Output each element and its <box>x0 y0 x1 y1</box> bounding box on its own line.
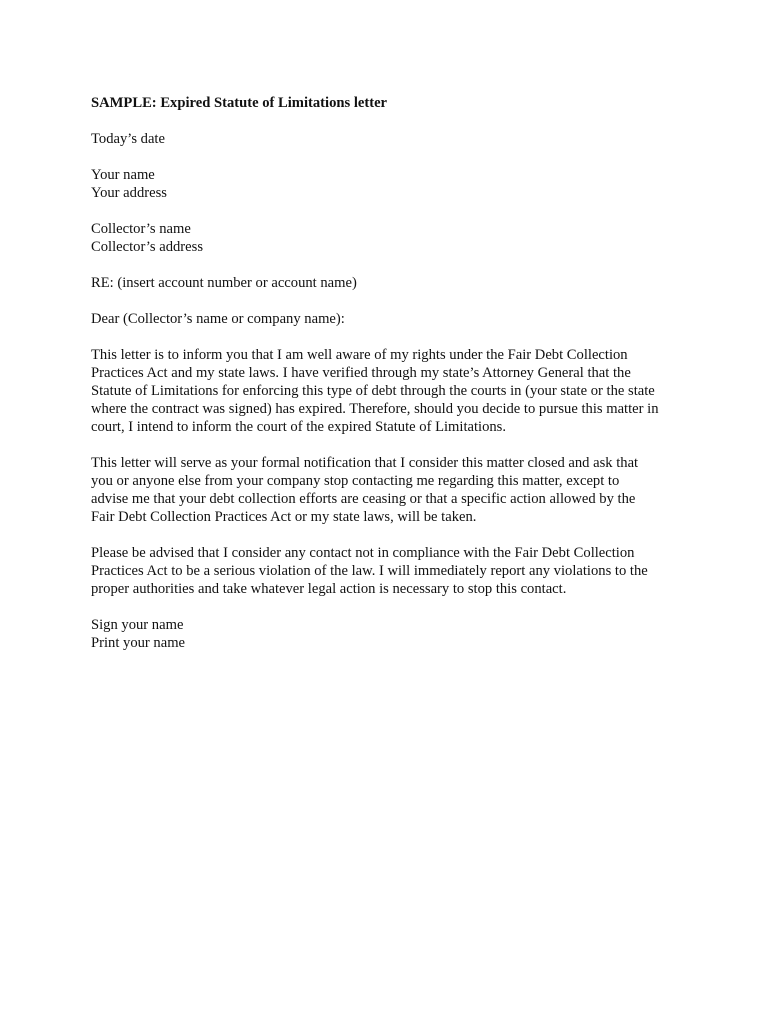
re-line: RE: (insert account number or account name) <box>91 275 357 291</box>
recipient-address: Collector’s address <box>91 239 203 255</box>
paragraph-line: Practices Act to be a serious violation of the law. I will immediately report any violations to the <box>91 563 648 579</box>
document-title: SAMPLE: Expired Statute of Limitations letter <box>91 95 388 111</box>
date-block <box>91 130 691 148</box>
print-name-line: Print your name <box>91 635 186 651</box>
paragraph-line: Fair Debt Collection Practices Act or my state laws, will be taken. <box>91 509 477 525</box>
paragraph-line: court, I intend to inform the court of the expired Statute of Limitations. <box>91 419 507 435</box>
sender-name: Your name <box>91 167 155 183</box>
closing-block <box>91 616 691 652</box>
salutation: Dear (Collector’s name or company name): <box>91 311 345 327</box>
sender-block <box>91 166 691 202</box>
paragraph-line: proper authorities and take whatever legal action is necessary to stop this contact. <box>91 581 567 597</box>
paragraph-line: advise me that your debt collection efforts are ceasing or that a specific action allowed by the <box>91 491 636 507</box>
sign-name-line: Sign your name <box>91 617 184 633</box>
paragraph-line: This letter will serve as your formal notification that I consider this matter closed and ask that <box>91 455 639 471</box>
sender-address: Your address <box>91 185 167 201</box>
paragraph-line: This letter is to inform you that I am well aware of my rights under the Fair Debt Collection <box>91 347 628 363</box>
paragraph-line: where the contract was signed) has expired. Therefore, should you decide to pursue this matter in <box>91 401 659 417</box>
paragraph-line: Statute of Limitations for enforcing this type of debt through the courts in (your state or the state <box>91 383 655 399</box>
date-line: Today’s date <box>91 131 165 147</box>
paragraph-2 <box>91 454 691 526</box>
paragraph-1 <box>91 346 691 436</box>
paragraph-line: you or anyone else from your company stop contacting me regarding this matter, except to <box>91 473 620 489</box>
re-block <box>91 274 691 292</box>
letter-body <box>91 94 691 670</box>
recipient-block <box>91 220 691 256</box>
paragraph-line: Practices Act and my state laws. I have verified through my state’s Attorney General that the <box>91 365 631 381</box>
paragraph-3 <box>91 544 691 598</box>
salutation-block <box>91 310 691 328</box>
recipient-name: Collector’s name <box>91 221 191 237</box>
paragraph-line: Please be advised that I consider any contact not in compliance with the Fair Debt Collection <box>91 545 635 561</box>
